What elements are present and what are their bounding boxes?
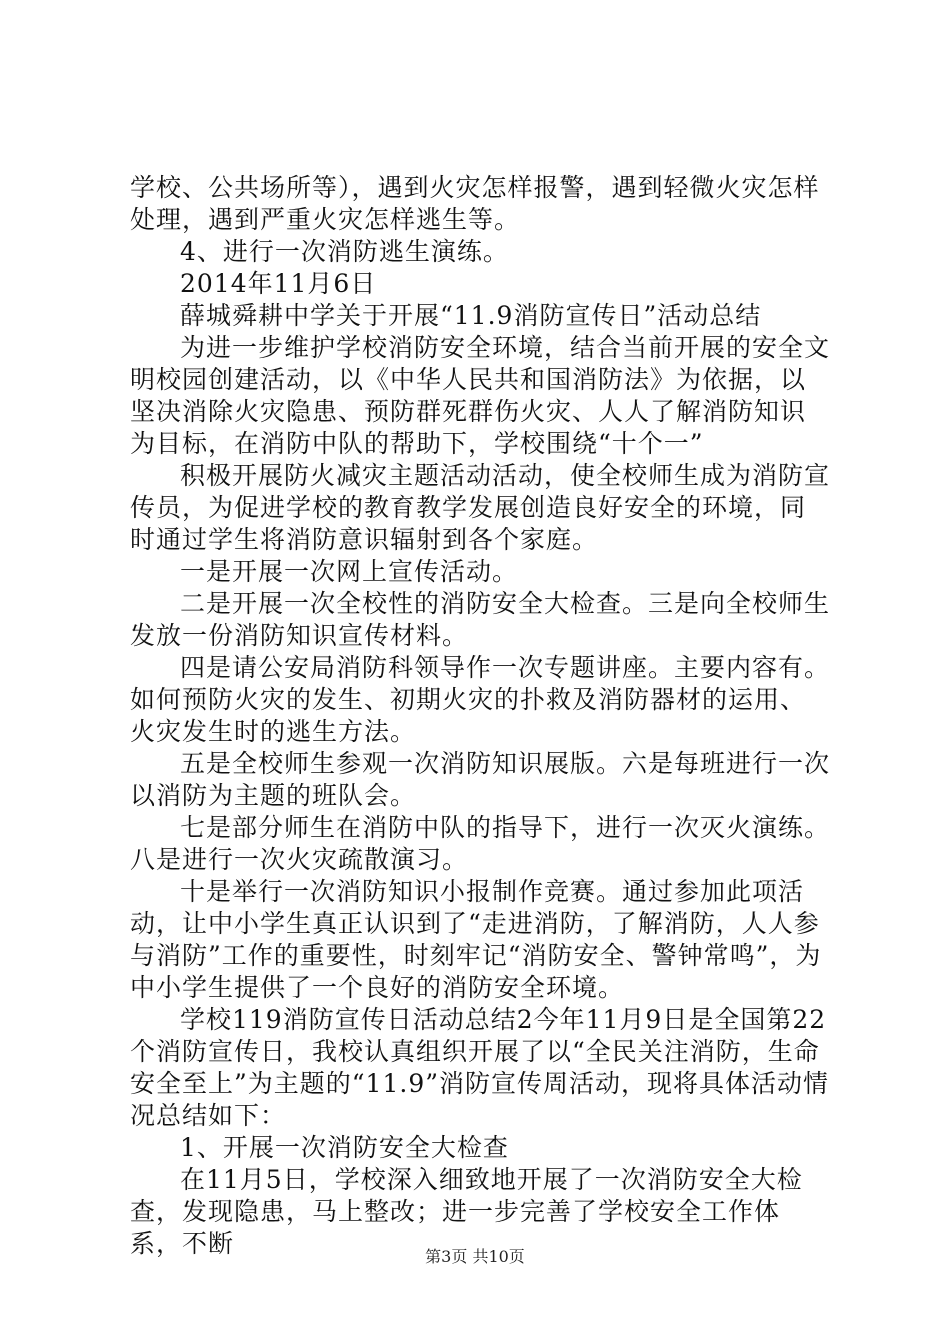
paragraph-13: 学校119消防宣传日活动总结2今年11月9日是全国第22个消防宣传日，我校认真组织开展了以“全民关注消防，生命安全至上”为主题的“11.9”消防宣传周活动，现将具体活动情况总结如下： [130, 1005, 830, 1130]
paragraph-1: 学校、公共场所等），遇到火灾怎样报警，遇到轻微火灾怎样处理，遇到严重火灾怎样逃生等。 [130, 173, 820, 234]
paragraph-9: 四是请公安局消防科领导作一次专题讲座。主要内容有。如何预防火灾的发生、初期火灾的扑救及消防器材的运用、火灾发生时的逃生方法。 [130, 653, 831, 746]
paragraph-12: 十是举行一次消防知识小报制作竞赛。通过参加此项活动，让中小学生真正认识到了“走进消防，了解消防，人人参与消防”工作的重要性，时刻牢记“消防安全、警钟常鸣”，为中小学生提供了一个良好的消防安全环境。 [130, 877, 822, 1002]
paragraph-5: 为进一步维护学校消防安全环境，结合当前开展的安全文明校园创建活动，以《中华人民共和国消防法》为依据，以坚决消除火灾隐患、预防群死群伤火灾、人人了解消防知识为目标，在消防中队的帮助下，学校围绕“十个一” [130, 333, 831, 458]
paragraph-11: 七是部分师生在消防中队的指导下，进行一次灭火演练。八是进行一次火灾疏散演习。 [130, 813, 831, 874]
paragraph-15: 在11月5日，学校深入细致地开展了一次消防安全大检查，发现隐患，马上整改；进一步完善了学校安全工作体系，不断 [130, 1165, 803, 1258]
paragraph-10: 五是全校师生参观一次消防知识展版。六是每班进行一次以消防为主题的班队会。 [130, 749, 831, 810]
paragraph-14: 1、开展一次消防安全大检查 [180, 1133, 509, 1162]
paragraph-7: 一是开展一次网上宣传活动。 [180, 557, 519, 586]
paragraph-8: 二是开展一次全校性的消防安全大检查。三是向全校师生发放一份消防知识宣传材料。 [130, 589, 831, 650]
document-body [130, 172, 830, 1260]
paragraph-4: 薛城舜耕中学关于开展“11.9消防宣传日”活动总结 [180, 301, 762, 330]
paragraph-2: 4、进行一次消防逃生演练。 [180, 237, 509, 266]
paragraph-6: 积极开展防火减灾主题活动活动，使全校师生成为消防宣传员，为促进学校的教育教学发展创造良好安全的环境，同时通过学生将消防意识辐射到各个家庭。 [130, 461, 831, 554]
page-number-footer: 第3页 共10页 [425, 1247, 525, 1266]
paragraph-3: 2014年11月6日 [180, 269, 377, 298]
